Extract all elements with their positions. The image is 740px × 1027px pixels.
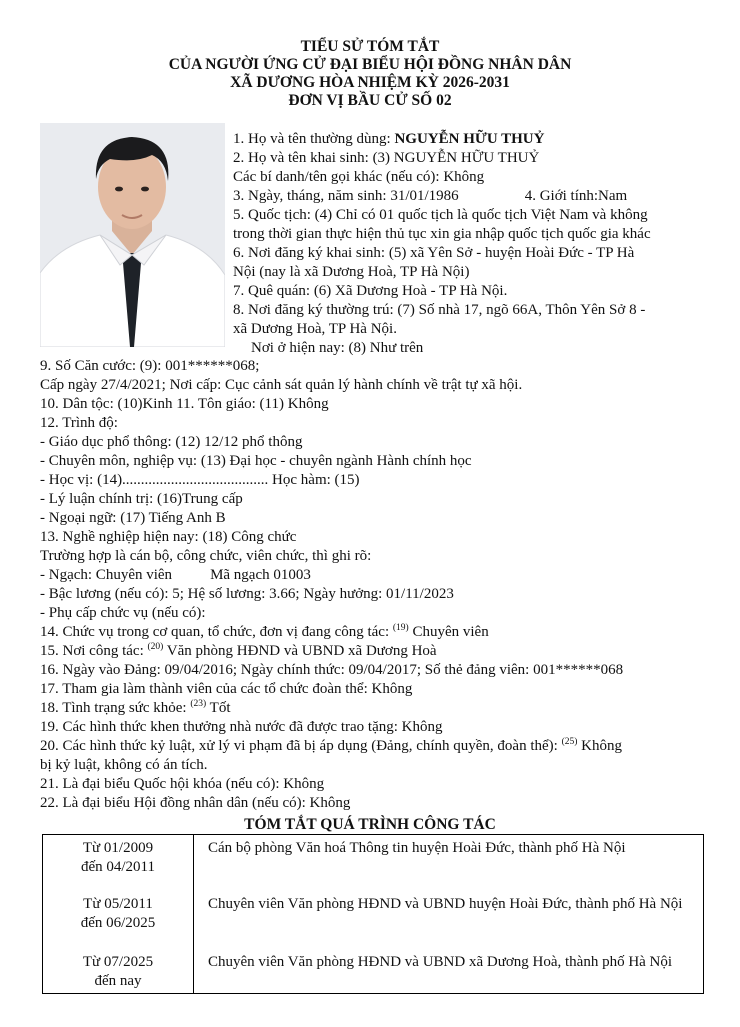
birth-registration-line-2: Nội (nay là xã Dương Hoà, TP Hà Nội): [233, 264, 470, 280]
full-name: NGUYỄN HỮU THUỶ: [394, 131, 545, 147]
residence-line-2: xã Dương Hoà, TP Hà Nội.: [233, 321, 397, 337]
organizations-line: 17. Tham gia làm thành viên của các tổ chức đoàn thể: Không: [40, 681, 413, 697]
job-cell: Cán bộ phòng Văn hoá Thông tin huyện Hoài Đức, thành phố Hà Nội: [194, 835, 704, 896]
awards-line: 19. Các hình thức khen thưởng nhà nước đã được trao tặng: Không: [40, 719, 443, 735]
id-issue-line: Cấp ngày 27/4/2021; Nơi cấp: Cục cảnh sát quản lý hành chính về trật tự xã hội.: [40, 377, 523, 393]
position-line: 14. Chức vụ trong cơ quan, tổ chức, đơn vị đang công tác: $^{(19)}$ Chuyên viên: [40, 623, 489, 640]
period-cell: Từ 07/2025 đến nay: [43, 953, 194, 994]
current-address-line: Nơi ở hiện nay: (8) Như trên: [251, 340, 424, 356]
education-heading: 12. Trình độ:: [40, 415, 118, 431]
doc-unit: ĐƠN VỊ BẦU CỬ SỐ 02: [288, 92, 452, 109]
political-theory-line: - Lý luận chính trị: (16)Trung cấp: [40, 491, 243, 507]
work-history-title: TÓM TẮT QUÁ TRÌNH CÔNG TÁC: [244, 816, 496, 833]
table-row: [43, 895, 704, 953]
birth-name-line: 2. Họ và tên khai sinh: (3) NGUYỄN HỮU THUỶ: [233, 150, 540, 166]
nationality-line: 5. Quốc tịch: (4) Chỉ có 01 quốc tịch là quốc tịch Việt Nam và không: [233, 207, 648, 223]
doc-term: XÃ DƯƠNG HÒA NHIỆM KỲ 2026-2031: [230, 74, 510, 91]
health-line: 18. Tình trạng sức khỏe: $^{(23)}$ Tốt: [40, 699, 231, 716]
discipline-line: 20. Các hình thức kỷ luật, xử lý vi phạm đã bị áp dụng (Đảng, chính quyền, đoàn thể): $^{(25)}$ Không: [40, 737, 622, 754]
allowance-line: - Phụ cấp chức vụ (nếu có):: [40, 605, 206, 621]
period-cell: Từ 05/2011 đến 06/2025: [43, 895, 194, 953]
residence-line: 8. Nơi đăng ký thường trú: (7) Số nhà 17, ngõ 66A, Thôn Yên Sở 8 -: [233, 302, 646, 318]
specialty-line: - Chuyên môn, nghiệp vụ: (13) Đại học - chuyên ngành Hành chính học: [40, 453, 472, 469]
national-assembly-line: 21. Là đại biểu Quốc hội khóa (nếu có): Không: [40, 776, 325, 792]
nationality-line-2: trong thời gian thực hiện thủ tục xin gia nhập quốc tịch quốc gia khác: [233, 226, 651, 242]
occupation-line: 13. Nghề nghiệp hiện nay: (18) Công chức: [40, 529, 297, 545]
ethnicity-religion-line: 10. Dân tộc: (10)Kinh 11. Tôn giáo: (11) Không: [40, 396, 329, 412]
work-history-table: [42, 834, 704, 994]
rank-line: - Ngạch: Chuyên viên Mã ngạch 01003: [40, 567, 311, 583]
birth-registration-line: 6. Nơi đăng ký khai sinh: (5) xã Yên Sở - huyện Hoài Đức - TP Hà: [233, 245, 635, 261]
job-cell: Chuyên viên Văn phòng HĐND và UBND huyện Hoài Đức, thành phố Hà Nội: [194, 895, 704, 953]
workplace-line: 15. Nơi công tác: $^{(20)}$ Văn phòng HĐND và UBND xã Dương Hoà: [40, 642, 437, 659]
candidate-portrait: [40, 123, 225, 347]
hometown-line: 7. Quê quán: (6) Xã Dương Hoà - TP Hà Nội.: [233, 283, 508, 299]
civil-servant-note: Trường hợp là cán bộ, công chức, viên chức, thì ghi rõ:: [40, 548, 372, 564]
salary-line: - Bậc lương (nếu có): 5; Hệ số lương: 3.66; Ngày hưởng: 01/11/2023: [40, 586, 454, 602]
degree-line: - Học vị: (14)....................................... Học hàm: (15): [40, 472, 360, 488]
table-row: [43, 835, 704, 896]
aliases-line: Các bí danh/tên gọi khác (nếu có): Không: [233, 169, 485, 185]
party-line: 16. Ngày vào Đảng: 09/04/2016; Ngày chính thức: 09/04/2017; Số thẻ đảng viên: 001******068: [40, 662, 624, 678]
period-cell: Từ 01/2009 đến 04/2011: [43, 835, 194, 896]
doc-title: TIỂU SỬ TÓM TẮT: [300, 38, 440, 55]
foreign-language-line: - Ngoại ngữ: (17) Tiếng Anh B: [40, 510, 226, 526]
job-cell: Chuyên viên Văn phòng HĐND và UBND xã Dương Hoà, thành phố Hà Nội: [194, 953, 704, 994]
dob-gender-line: 3. Ngày, tháng, năm sinh: 31/01/1986 4. Giới tính:Nam: [233, 188, 628, 204]
table-row: [43, 953, 704, 994]
full-name-line: 1. Họ và tên thường dùng: NGUYỄN HỮU THUỶ: [233, 131, 545, 147]
general-education-line: - Giáo dục phổ thông: (12) 12/12 phổ thông: [40, 434, 303, 450]
discipline-line-2: bị kỷ luật, không có án tích.: [40, 757, 208, 773]
peoples-council-line: 22. Là đại biểu Hội đồng nhân dân (nếu có): Không: [40, 795, 351, 811]
id-card-line: 9. Số Căn cước: (9): 001******068;: [40, 358, 260, 374]
doc-subtitle: CỦA NGƯỜI ỨNG CỬ ĐẠI BIỂU HỘI ĐỒNG NHÂN DÂN: [168, 56, 572, 73]
